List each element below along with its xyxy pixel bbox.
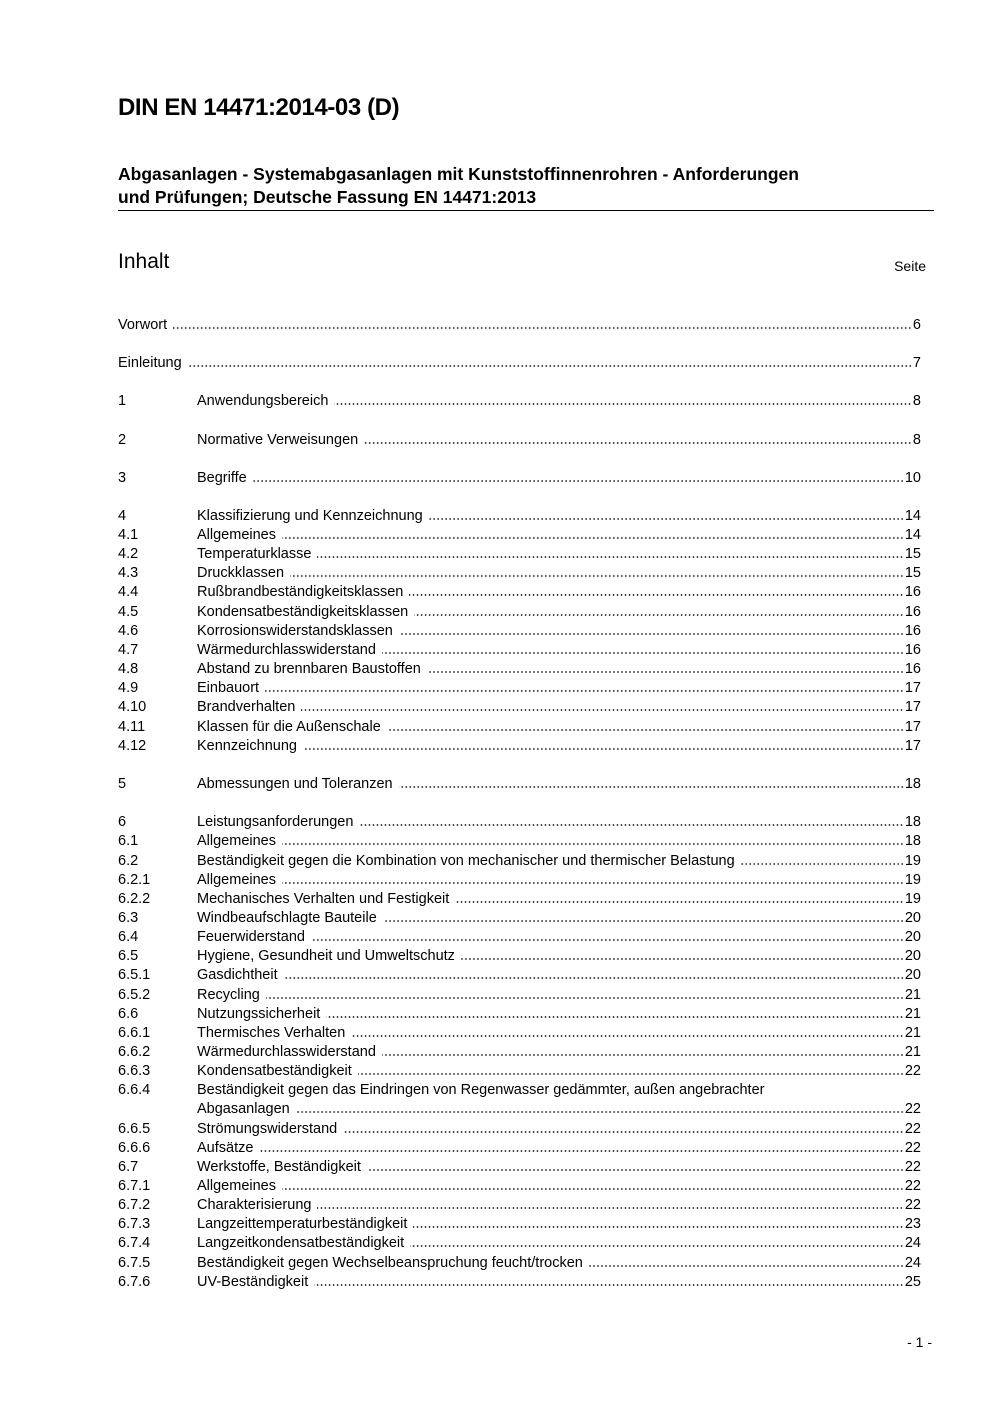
toc-entry[interactable] [118, 469, 921, 488]
toc-entry-number: 6.7.4 [118, 1235, 151, 1251]
toc-entry-number: 4.12 [118, 738, 147, 754]
toc-entry-page: 10 [904, 470, 921, 486]
toc-dot-leader [410, 1245, 904, 1247]
toc-entry[interactable] [118, 698, 921, 717]
toc-entry-page: 20 [904, 929, 921, 945]
toc-entry-title: Klassen für die Außenschale [197, 719, 381, 735]
toc-entry[interactable] [118, 1215, 921, 1234]
toc-entry-line [118, 316, 921, 335]
toc-entry-page: 6 [912, 317, 921, 333]
toc-dot-leader [317, 1207, 903, 1209]
toc-dot-leader [334, 403, 912, 405]
toc-entry-line [197, 583, 921, 602]
toc-entry-line [197, 1273, 921, 1292]
toc-entry-line [197, 1158, 921, 1177]
toc-dot-leader [317, 556, 903, 558]
toc-entry-page: 8 [912, 393, 921, 409]
toc-entry-line [197, 1100, 921, 1119]
toc-entry-title: Allgemeines [197, 872, 276, 888]
toc-entry-page: 24 [904, 1235, 921, 1251]
toc-entry-title: Kondensatbeständigkeit [197, 1063, 352, 1079]
toc-entry[interactable] [118, 1273, 921, 1292]
toc-entry-number: 6.7.6 [118, 1274, 151, 1290]
toc-dot-leader [301, 709, 904, 711]
toc-entry-title: Mechanisches Verhalten und Festigkeit [197, 891, 450, 907]
toc-entry[interactable] [118, 813, 921, 832]
toc-entry-line [197, 1081, 921, 1100]
toc-entry-page: 16 [904, 661, 921, 677]
toc-entry-page: 18 [904, 814, 921, 830]
toc-entry-title: Beständigkeit gegen das Eindringen von Regenwasser gedämmter, außen angebrachter [197, 1082, 765, 1098]
toc-entry[interactable] [118, 660, 921, 679]
toc-dot-leader [367, 1169, 904, 1171]
toc-entry-line [197, 622, 921, 641]
toc-entry-line [197, 469, 921, 488]
toc-entry[interactable] [118, 986, 921, 1005]
toc-dot-leader [413, 1226, 903, 1228]
toc-dot-leader [282, 1188, 904, 1190]
toc-entry-line [197, 813, 921, 832]
toc-dot-leader [326, 1016, 904, 1018]
toc-entry-title: Gasdichtheit [197, 967, 278, 983]
toc-entry-line [197, 1215, 921, 1234]
toc-entry-number: 6.7.1 [118, 1178, 151, 1194]
toc-entry[interactable] [118, 1139, 921, 1158]
toc-entry-line [197, 1024, 921, 1043]
toc-entry-line [197, 698, 921, 717]
toc-entry-title: Aufsätze [197, 1140, 254, 1156]
toc-entry-title: Klassifizierung und Kennzeichnung [197, 508, 423, 524]
toc-entry-title: Korrosionswiderstandsklassen [197, 623, 393, 639]
toc-entry-number: 6 [118, 814, 127, 830]
toc-entry-line [197, 737, 921, 756]
toc-entry[interactable] [118, 641, 921, 660]
toc-entry-line [118, 354, 921, 373]
toc-entry-page: 24 [904, 1255, 921, 1271]
toc-entry-page: 16 [904, 642, 921, 658]
toc-entry[interactable] [118, 354, 921, 373]
toc-entry-title: Anwendungsbereich [197, 393, 329, 409]
toc-entry-title: Druckklassen [197, 565, 285, 581]
toc-entry-title: Werkstoffe, Beständigkeit [197, 1159, 361, 1175]
toc-entry-page: 20 [904, 967, 921, 983]
toc-entry-line [197, 928, 921, 947]
toc-dot-leader [303, 748, 904, 750]
toc-entry-title: Beständigkeit gegen Wechselbeanspruchung feucht/trocken [197, 1255, 583, 1271]
toc-entry-page: 22 [904, 1159, 921, 1175]
toc-entry[interactable] [118, 1234, 921, 1253]
toc-entry-title: Thermisches Verhalten [197, 1025, 346, 1041]
toc-entry-page: 23 [904, 1216, 921, 1232]
toc-entry-number: 6.5 [118, 948, 139, 964]
toc-entry-page: 19 [904, 853, 921, 869]
toc-entry-page: 20 [904, 948, 921, 964]
toc-entry-title: Kennzeichnung [197, 738, 297, 754]
toc-entry[interactable] [118, 1024, 921, 1043]
toc-entry-line [197, 431, 921, 450]
toc-entry-page: 7 [912, 355, 921, 371]
toc-entry-number: 6.5.1 [118, 967, 151, 983]
toc-entry-page: 16 [904, 623, 921, 639]
toc-entry[interactable] [118, 871, 921, 890]
toc-entry[interactable] [118, 564, 921, 583]
toc-entry-title: Charakterisierung [197, 1197, 312, 1213]
toc-entry[interactable] [118, 775, 921, 794]
toc-dot-leader [266, 997, 904, 999]
toc-dot-leader [399, 786, 904, 788]
toc-entry-title: Strömungswiderstand [197, 1121, 338, 1137]
toc-dot-leader [314, 1284, 904, 1286]
toc-entry-page: 22 [904, 1101, 921, 1117]
toc-entry-title: Wärmedurchlasswiderstand [197, 642, 376, 658]
toc-entry-title: Allgemeines [197, 1178, 276, 1194]
toc-dot-leader [259, 1150, 903, 1152]
toc-entry-page: 17 [904, 699, 921, 715]
toc-entry[interactable] [118, 603, 921, 622]
toc-page-column-label: Seite [894, 258, 926, 274]
toc-entry-number: 4.3 [118, 565, 139, 581]
toc-entry-number: 6.2.1 [118, 872, 151, 888]
toc-dot-leader [282, 882, 904, 884]
toc-entry-number: 4 [118, 508, 127, 524]
toc-entry-number: 4.2 [118, 546, 139, 562]
toc-heading: Inhalt [118, 250, 170, 273]
toc-entry[interactable] [118, 507, 921, 526]
toc-entry-title: Einbauort [197, 680, 260, 696]
toc-entry-page: 14 [904, 508, 921, 524]
page-number: - 1 - [907, 1334, 932, 1350]
toc-entry-number: 3 [118, 470, 127, 486]
toc-entry-page: 16 [904, 584, 921, 600]
toc-entry-title: Brandverhalten [197, 699, 296, 715]
toc-dot-leader [359, 824, 903, 826]
toc-entry[interactable] [118, 718, 921, 737]
toc-entry-page: 17 [904, 680, 921, 696]
toc-entry[interactable] [118, 1177, 921, 1196]
toc-entry[interactable] [118, 316, 921, 335]
toc-entry-title: Abstand zu brennbaren Baustoffen [197, 661, 421, 677]
toc-entry-page: 17 [904, 738, 921, 754]
toc-dot-leader [399, 633, 904, 635]
document-title: DIN EN 14471:2014-03 (D) [118, 94, 400, 121]
toc-entry[interactable] [118, 966, 921, 985]
toc-entry-title: Einleitung [118, 355, 182, 371]
toc-entry-line [197, 1043, 921, 1062]
toc-entry-number: 6.6.4 [118, 1082, 151, 1098]
toc-entry[interactable] [118, 1062, 921, 1081]
toc-entry[interactable] [118, 852, 921, 871]
toc-entry-line [197, 545, 921, 564]
toc-entry-page: 15 [904, 565, 921, 581]
toc-dot-leader [253, 480, 904, 482]
toc-dot-leader [414, 614, 904, 616]
toc-entry[interactable] [118, 545, 921, 564]
toc-entry[interactable] [118, 1196, 921, 1215]
toc-entry-number: 6.6.3 [118, 1063, 151, 1079]
toc-entry-line [197, 1177, 921, 1196]
toc-entry-page: 20 [904, 910, 921, 926]
toc-entry-title: Temperaturklasse [197, 546, 312, 562]
toc-entry-line [197, 564, 921, 583]
toc-entry-title-continued: Abgasanlagen [197, 1101, 290, 1117]
toc-dot-leader [382, 1054, 904, 1056]
toc-entry-number: 6.6.6 [118, 1140, 151, 1156]
toc-entry-line [197, 526, 921, 545]
toc-dot-leader [311, 939, 904, 941]
toc-entry-line [197, 603, 921, 622]
toc-entry[interactable] [118, 737, 921, 756]
subtitle-line-1: Abgasanlagen - Systemabgasanlagen mit Kunststoffinnenrohren - Anforderungen [118, 164, 799, 184]
title-underline [118, 210, 934, 211]
toc-entry-title: Hygiene, Gesundheit und Umweltschutz [197, 948, 455, 964]
toc-entry-title: Allgemeines [197, 527, 276, 543]
toc-entry-number: 6.6.2 [118, 1044, 151, 1060]
toc-entry-number: 6.5.2 [118, 987, 151, 1003]
toc-entry-line [197, 871, 921, 890]
toc-entry-line [197, 986, 921, 1005]
toc-entry-title: Recycling [197, 987, 260, 1003]
toc-entry-line [197, 660, 921, 679]
subtitle-line-2: und Prüfungen; Deutsche Fassung EN 14471:2013 [118, 187, 537, 207]
toc-dot-leader [429, 518, 904, 520]
toc-entry[interactable] [118, 431, 921, 450]
toc-dot-leader [290, 575, 904, 577]
toc-entry-page: 22 [904, 1178, 921, 1194]
toc-entry-line [197, 1005, 921, 1024]
toc-entry-page: 17 [904, 719, 921, 735]
toc-entry-line [197, 852, 921, 871]
toc-dot-leader [265, 690, 904, 692]
toc-entry-number: 1 [118, 393, 127, 409]
toc-entry-page: 18 [904, 776, 921, 792]
toc-entry-page: 19 [904, 872, 921, 888]
toc-dot-leader [461, 958, 904, 960]
toc-dot-leader [188, 365, 912, 367]
toc-entry-number: 6.7.5 [118, 1255, 151, 1271]
toc-dot-leader [409, 594, 904, 596]
toc-entry-number: 4.6 [118, 623, 139, 639]
toc-entry-title: Nutzungssicherheit [197, 1006, 321, 1022]
toc-entry-number: 6.2 [118, 853, 139, 869]
toc-dot-leader [351, 1035, 904, 1037]
toc-entry-title: Begriffe [197, 470, 247, 486]
toc-entry-continuation[interactable] [197, 1100, 921, 1119]
toc-entry-title: Rußbrandbeständigkeitsklassen [197, 584, 404, 600]
toc-dot-leader [173, 327, 912, 329]
toc-dot-leader [296, 1111, 904, 1113]
toc-entry-page: 22 [904, 1063, 921, 1079]
toc-entry[interactable] [118, 832, 921, 851]
toc-entry[interactable] [118, 1120, 921, 1139]
toc-entry-title: Beständigkeit gegen die Kombination von mechanischer und thermischer Belastung [197, 853, 735, 869]
toc-entry[interactable] [118, 392, 921, 411]
toc-entry-line [197, 392, 921, 411]
toc-entry-page: 22 [904, 1197, 921, 1213]
toc-entry-title: Normative Verweisungen [197, 432, 359, 448]
toc-dot-leader [387, 729, 904, 731]
toc-entry-number: 6.3 [118, 910, 139, 926]
toc-entry-page: 19 [904, 891, 921, 907]
toc-entry-page: 15 [904, 546, 921, 562]
toc-entry-page: 21 [904, 1025, 921, 1041]
toc-entry-page: 21 [904, 1044, 921, 1060]
toc-entry-title: Kondensatbeständigkeitsklassen [197, 604, 409, 620]
toc-entry[interactable] [118, 1043, 921, 1062]
toc-entry[interactable] [118, 1158, 921, 1177]
toc-entry-number: 4.1 [118, 527, 139, 543]
toc-entry-title: Langzeittemperaturbeständigkeit [197, 1216, 408, 1232]
toc-entry-number: 4.4 [118, 584, 139, 600]
toc-dot-leader [589, 1265, 904, 1267]
toc-entry-page: 14 [904, 527, 921, 543]
toc-entry-number: 6.7 [118, 1159, 139, 1175]
toc-entry-line [197, 641, 921, 660]
toc-entry-title: Langzeitkondensatbeständigkeit [197, 1235, 405, 1251]
toc-entry-number: 4.10 [118, 699, 147, 715]
toc-entry-title: Wärmedurchlasswiderstand [197, 1044, 376, 1060]
toc-entry-number: 4.5 [118, 604, 139, 620]
toc-entry-title: Allgemeines [197, 833, 276, 849]
toc-dot-leader [282, 843, 904, 845]
toc-entry-line [197, 1062, 921, 1081]
toc-entry[interactable] [118, 1005, 921, 1024]
toc-dot-leader [455, 901, 904, 903]
toc-entry[interactable] [118, 679, 921, 698]
toc-entry-number: 4.8 [118, 661, 139, 677]
toc-entry-page: 25 [904, 1274, 921, 1290]
toc-entry-number: 6.2.2 [118, 891, 151, 907]
toc-dot-leader [364, 442, 912, 444]
toc-entry[interactable] [118, 890, 921, 909]
toc-entry-number: 6.7.2 [118, 1197, 151, 1213]
toc-entry-line [197, 775, 921, 794]
toc-entry-number: 6.1 [118, 833, 139, 849]
toc-entry-title: Feuerwiderstand [197, 929, 305, 945]
toc-entry[interactable] [118, 947, 921, 966]
toc-entry-page: 16 [904, 604, 921, 620]
toc-entry-line [197, 1234, 921, 1253]
toc-dot-leader [741, 863, 904, 865]
toc-entry-page: 21 [904, 987, 921, 1003]
toc-entry-line [197, 679, 921, 698]
toc-dot-leader [383, 920, 904, 922]
toc-entry[interactable] [118, 526, 921, 545]
toc-entry-title: Windbeaufschlagte Bauteile [197, 910, 377, 926]
toc-entry-line [197, 1120, 921, 1139]
toc-entry-number: 4.7 [118, 642, 139, 658]
toc-entry-page: 22 [904, 1121, 921, 1137]
toc-entry-title: Vorwort [118, 317, 168, 333]
toc-entry-line [197, 507, 921, 526]
toc-entry-line [197, 966, 921, 985]
toc-dot-leader [284, 977, 904, 979]
toc-entry-number: 2 [118, 432, 127, 448]
toc-entry-number: 6.7.3 [118, 1216, 151, 1232]
document-subtitle [118, 163, 918, 209]
toc-entry-page: 21 [904, 1006, 921, 1022]
toc-entry-number: 6.6 [118, 1006, 139, 1022]
toc-entry[interactable] [118, 909, 921, 928]
toc-entry-number: 4.9 [118, 680, 139, 696]
toc-entry[interactable] [118, 928, 921, 947]
toc-dot-leader [358, 1073, 904, 1075]
toc-entry-page: 22 [904, 1140, 921, 1156]
toc-entry-number: 6.6.1 [118, 1025, 151, 1041]
toc-entry[interactable] [118, 583, 921, 602]
toc-entry-number: 4.11 [118, 719, 146, 735]
toc-entry-number: 6.6.5 [118, 1121, 151, 1137]
toc-entry-title: Leistungsanforderungen [197, 814, 354, 830]
toc-entry-line [197, 1196, 921, 1215]
toc-dot-leader [343, 1131, 904, 1133]
toc-dot-leader [427, 671, 904, 673]
toc-entry[interactable] [118, 1254, 921, 1273]
toc-entry-title: Abmessungen und Toleranzen [197, 776, 393, 792]
toc-entry-line [197, 1139, 921, 1158]
toc-entry[interactable] [118, 1081, 921, 1100]
toc-entry-line [197, 1254, 921, 1273]
toc-entry-number: 5 [118, 776, 127, 792]
toc-entry[interactable] [118, 622, 921, 641]
toc-entry-line [197, 890, 921, 909]
toc-entry-title: UV-Beständigkeit [197, 1274, 309, 1290]
toc-entry-page: 8 [912, 432, 921, 448]
toc-dot-leader [382, 652, 904, 654]
toc-dot-leader [282, 537, 904, 539]
toc-entry-line [197, 832, 921, 851]
toc-entry-page: 18 [904, 833, 921, 849]
toc-entry-line [197, 718, 921, 737]
toc-entry-line [197, 947, 921, 966]
toc-entry-number: 6.4 [118, 929, 139, 945]
toc-entry-line [197, 909, 921, 928]
